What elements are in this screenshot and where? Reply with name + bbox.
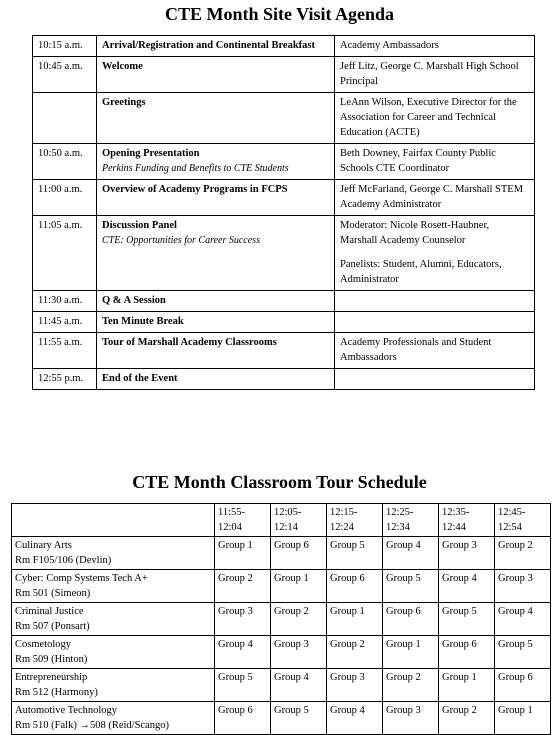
tour-group-cell: Group 3 (383, 702, 439, 735)
agenda-presenter (335, 369, 535, 390)
tour-group-cell: Group 4 (383, 537, 439, 570)
agenda-row (33, 291, 535, 312)
tour-classroom (12, 669, 215, 702)
tour-time-slot (271, 504, 327, 537)
agenda-row (33, 180, 535, 216)
agenda-item-title: Discussion Panel (102, 220, 177, 231)
tour-group-cell: Group 5 (439, 603, 495, 636)
time-slot-start: 11:55- (218, 507, 246, 518)
tour-group-cell: Group 1 (327, 603, 383, 636)
tour-title: CTE Month Classroom Tour Schedule (132, 472, 427, 492)
agenda-table (32, 35, 535, 390)
agenda-item-title: Tour of Marshall Academy Classrooms (102, 337, 277, 348)
classroom-room: Rm F105/106 (Devlin) (15, 555, 112, 566)
time-slot-end: 12:14 (274, 522, 298, 533)
agenda-item-title: Overview of Academy Programs in FCPS (102, 184, 288, 195)
tour-time-slot (495, 504, 551, 537)
agenda-row (33, 333, 535, 369)
tour-group-cell: Group 4 (495, 603, 551, 636)
agenda-item (97, 291, 335, 312)
tour-time-slot (383, 504, 439, 537)
agenda-row (33, 93, 535, 144)
classroom-room: Rm 509 (Hinton) (15, 654, 88, 665)
classroom-name: Cosmetology (15, 639, 72, 650)
classroom-room: Rm 501 (Simeon) (15, 588, 91, 599)
agenda-title: CTE Month Site Visit Agenda (164, 4, 395, 24)
tour-group-cell: Group 3 (271, 636, 327, 669)
tour-group-cell: Group 1 (271, 570, 327, 603)
agenda-presenter-text: Moderator: Nicole Rosett-Haubner, Marshall Academy Counselor (340, 220, 490, 246)
agenda-item (97, 180, 335, 216)
time-slot-end: 12:34 (386, 522, 410, 533)
agenda-presenter (335, 144, 535, 180)
agenda-item (97, 36, 335, 57)
tour-group-cell: Group 3 (439, 537, 495, 570)
tour-group-cell: Group 3 (327, 669, 383, 702)
agenda-item-title: End of the Event (102, 373, 178, 384)
time-slot-start: 12:25- (386, 507, 414, 518)
agenda-panelists-text: Panelists: Student, Alumni, Educators, Administrator (340, 259, 502, 285)
agenda-item (97, 312, 335, 333)
time-slot-end: 12:24 (330, 522, 354, 533)
tour-group-cell: Group 2 (495, 537, 551, 570)
classroom-name: Criminal Justice (15, 606, 84, 617)
agenda-presenter-text: Beth Downey, Fairfax County Public Schools CTE Coordinator (340, 148, 496, 174)
classroom-room: Rm 512 (Harmony) (15, 687, 98, 698)
agenda-item-title: Welcome (102, 61, 143, 72)
agenda-presenter (335, 57, 535, 93)
tour-group-cell: Group 6 (495, 669, 551, 702)
time-slot-start: 12:45- (498, 507, 526, 518)
agenda-presenter (335, 216, 535, 291)
agenda-time: 10:50 a.m. (33, 144, 97, 180)
classroom-name: Automotive Technology (15, 705, 118, 716)
agenda-presenter (335, 180, 535, 216)
tour-group-cell: Group 4 (327, 702, 383, 735)
agenda-time: 10:15 a.m. (33, 36, 97, 57)
tour-row (12, 669, 551, 702)
tour-header-blank (12, 504, 215, 537)
tour-group-cell: Group 3 (495, 570, 551, 603)
tour-group-cell: Group 2 (383, 669, 439, 702)
agenda-row (33, 144, 535, 180)
tour-group-cell: Group 6 (271, 537, 327, 570)
tour-group-cell: Group 5 (327, 537, 383, 570)
tour-group-cell: Group 6 (439, 636, 495, 669)
agenda-row (33, 216, 535, 291)
agenda-time (33, 93, 97, 144)
tour-group-cell: Group 4 (439, 570, 495, 603)
agenda-item (97, 216, 335, 291)
agenda-presenter (335, 333, 535, 369)
tour-classroom (12, 636, 215, 669)
agenda-presenter (335, 312, 535, 333)
agenda-presenter (335, 93, 535, 144)
tour-classroom (12, 570, 215, 603)
tour-group-cell: Group 2 (271, 603, 327, 636)
tour-group-cell: Group 6 (383, 603, 439, 636)
classroom-room: Rm 510 (Falk) →508 (Reid/Scango) (15, 720, 169, 731)
tour-group-cell: Group 1 (439, 669, 495, 702)
agenda-item (97, 333, 335, 369)
tour-group-cell: Group 6 (215, 702, 271, 735)
classroom-name: Cyber: Comp Systems Tech A+ (15, 573, 148, 584)
agenda-presenter (335, 36, 535, 57)
agenda-item-title: Greetings (102, 97, 146, 108)
time-slot-start: 12:05- (274, 507, 302, 518)
agenda-presenter-text: Jeff McFarland, George C. Marshall STEM Academy Administrator (340, 184, 524, 210)
agenda-item-subtitle: CTE: Opportunities for Career Success (102, 235, 260, 246)
agenda-item (97, 369, 335, 390)
classroom-name: Culinary Arts (15, 540, 72, 551)
tour-group-cell: Group 4 (271, 669, 327, 702)
tour-row (12, 636, 551, 669)
tour-group-cell: Group 5 (383, 570, 439, 603)
tour-group-cell: Group 1 (215, 537, 271, 570)
agenda-presenter-text: Academy Ambassadors (340, 40, 439, 51)
agenda-time: 11:00 a.m. (33, 180, 97, 216)
classroom-name: Entrepreneurship (15, 672, 88, 683)
tour-row (12, 570, 551, 603)
tour-time-slot (327, 504, 383, 537)
agenda-row (33, 312, 535, 333)
tour-group-cell: Group 2 (439, 702, 495, 735)
tour-group-cell: Group 2 (327, 636, 383, 669)
time-slot-end: 12:44 (442, 522, 466, 533)
agenda-row (33, 36, 535, 57)
tour-classroom (12, 537, 215, 570)
agenda-item-title: Ten Minute Break (102, 316, 184, 327)
tour-group-cell: Group 1 (495, 702, 551, 735)
tour-classroom (12, 702, 215, 735)
classroom-room: Rm 507 (Ponsart) (15, 621, 90, 632)
tour-time-slot (215, 504, 271, 537)
agenda-time: 11:55 a.m. (33, 333, 97, 369)
tour-group-cell: Group 5 (495, 636, 551, 669)
tour-row (12, 702, 551, 735)
tour-group-cell: Group 2 (215, 570, 271, 603)
agenda-time: 11:30 a.m. (33, 291, 97, 312)
tour-classroom (12, 603, 215, 636)
tour-group-cell: Group 5 (271, 702, 327, 735)
agenda-presenter-text: LeAnn Wilson, Executive Director for the Association for Career and Technical Education (ACTE) (340, 97, 517, 138)
agenda-item-subtitle: Perkins Funding and Benefits to CTE Students (102, 163, 289, 174)
agenda-item (97, 144, 335, 180)
agenda-item (97, 93, 335, 144)
agenda-item-title: Q & A Session (102, 295, 166, 306)
time-slot-start: 12:35- (442, 507, 470, 518)
tour-time-slot (439, 504, 495, 537)
tour-group-cell: Group 5 (215, 669, 271, 702)
agenda-item (97, 57, 335, 93)
time-slot-end: 12:54 (498, 522, 522, 533)
agenda-row (33, 369, 535, 390)
agenda-presenter (335, 291, 535, 312)
agenda-item-title: Arrival/Registration and Continental Breakfast (102, 40, 316, 51)
time-slot-start: 12:15- (330, 507, 358, 518)
agenda-time: 10:45 a.m. (33, 57, 97, 93)
tour-row (12, 603, 551, 636)
agenda-time: 11:45 a.m. (33, 312, 97, 333)
tour-group-cell: Group 6 (327, 570, 383, 603)
agenda-presenter-text: Jeff Litz, George C. Marshall High School Principal (340, 61, 519, 87)
tour-group-cell: Group 3 (215, 603, 271, 636)
agenda-row (33, 57, 535, 93)
tour-schedule-table (11, 503, 551, 735)
tour-header-row (12, 504, 551, 537)
agenda-item-title: Opening Presentation (102, 148, 200, 159)
tour-row (12, 537, 551, 570)
agenda-time: 11:05 a.m. (33, 216, 97, 291)
tour-group-cell: Group 4 (215, 636, 271, 669)
agenda-presenter-text: Academy Professionals and Student Ambassadors (340, 337, 492, 363)
time-slot-end: 12:04 (218, 522, 242, 533)
agenda-time: 12:55 p.m. (33, 369, 97, 390)
tour-group-cell: Group 1 (383, 636, 439, 669)
